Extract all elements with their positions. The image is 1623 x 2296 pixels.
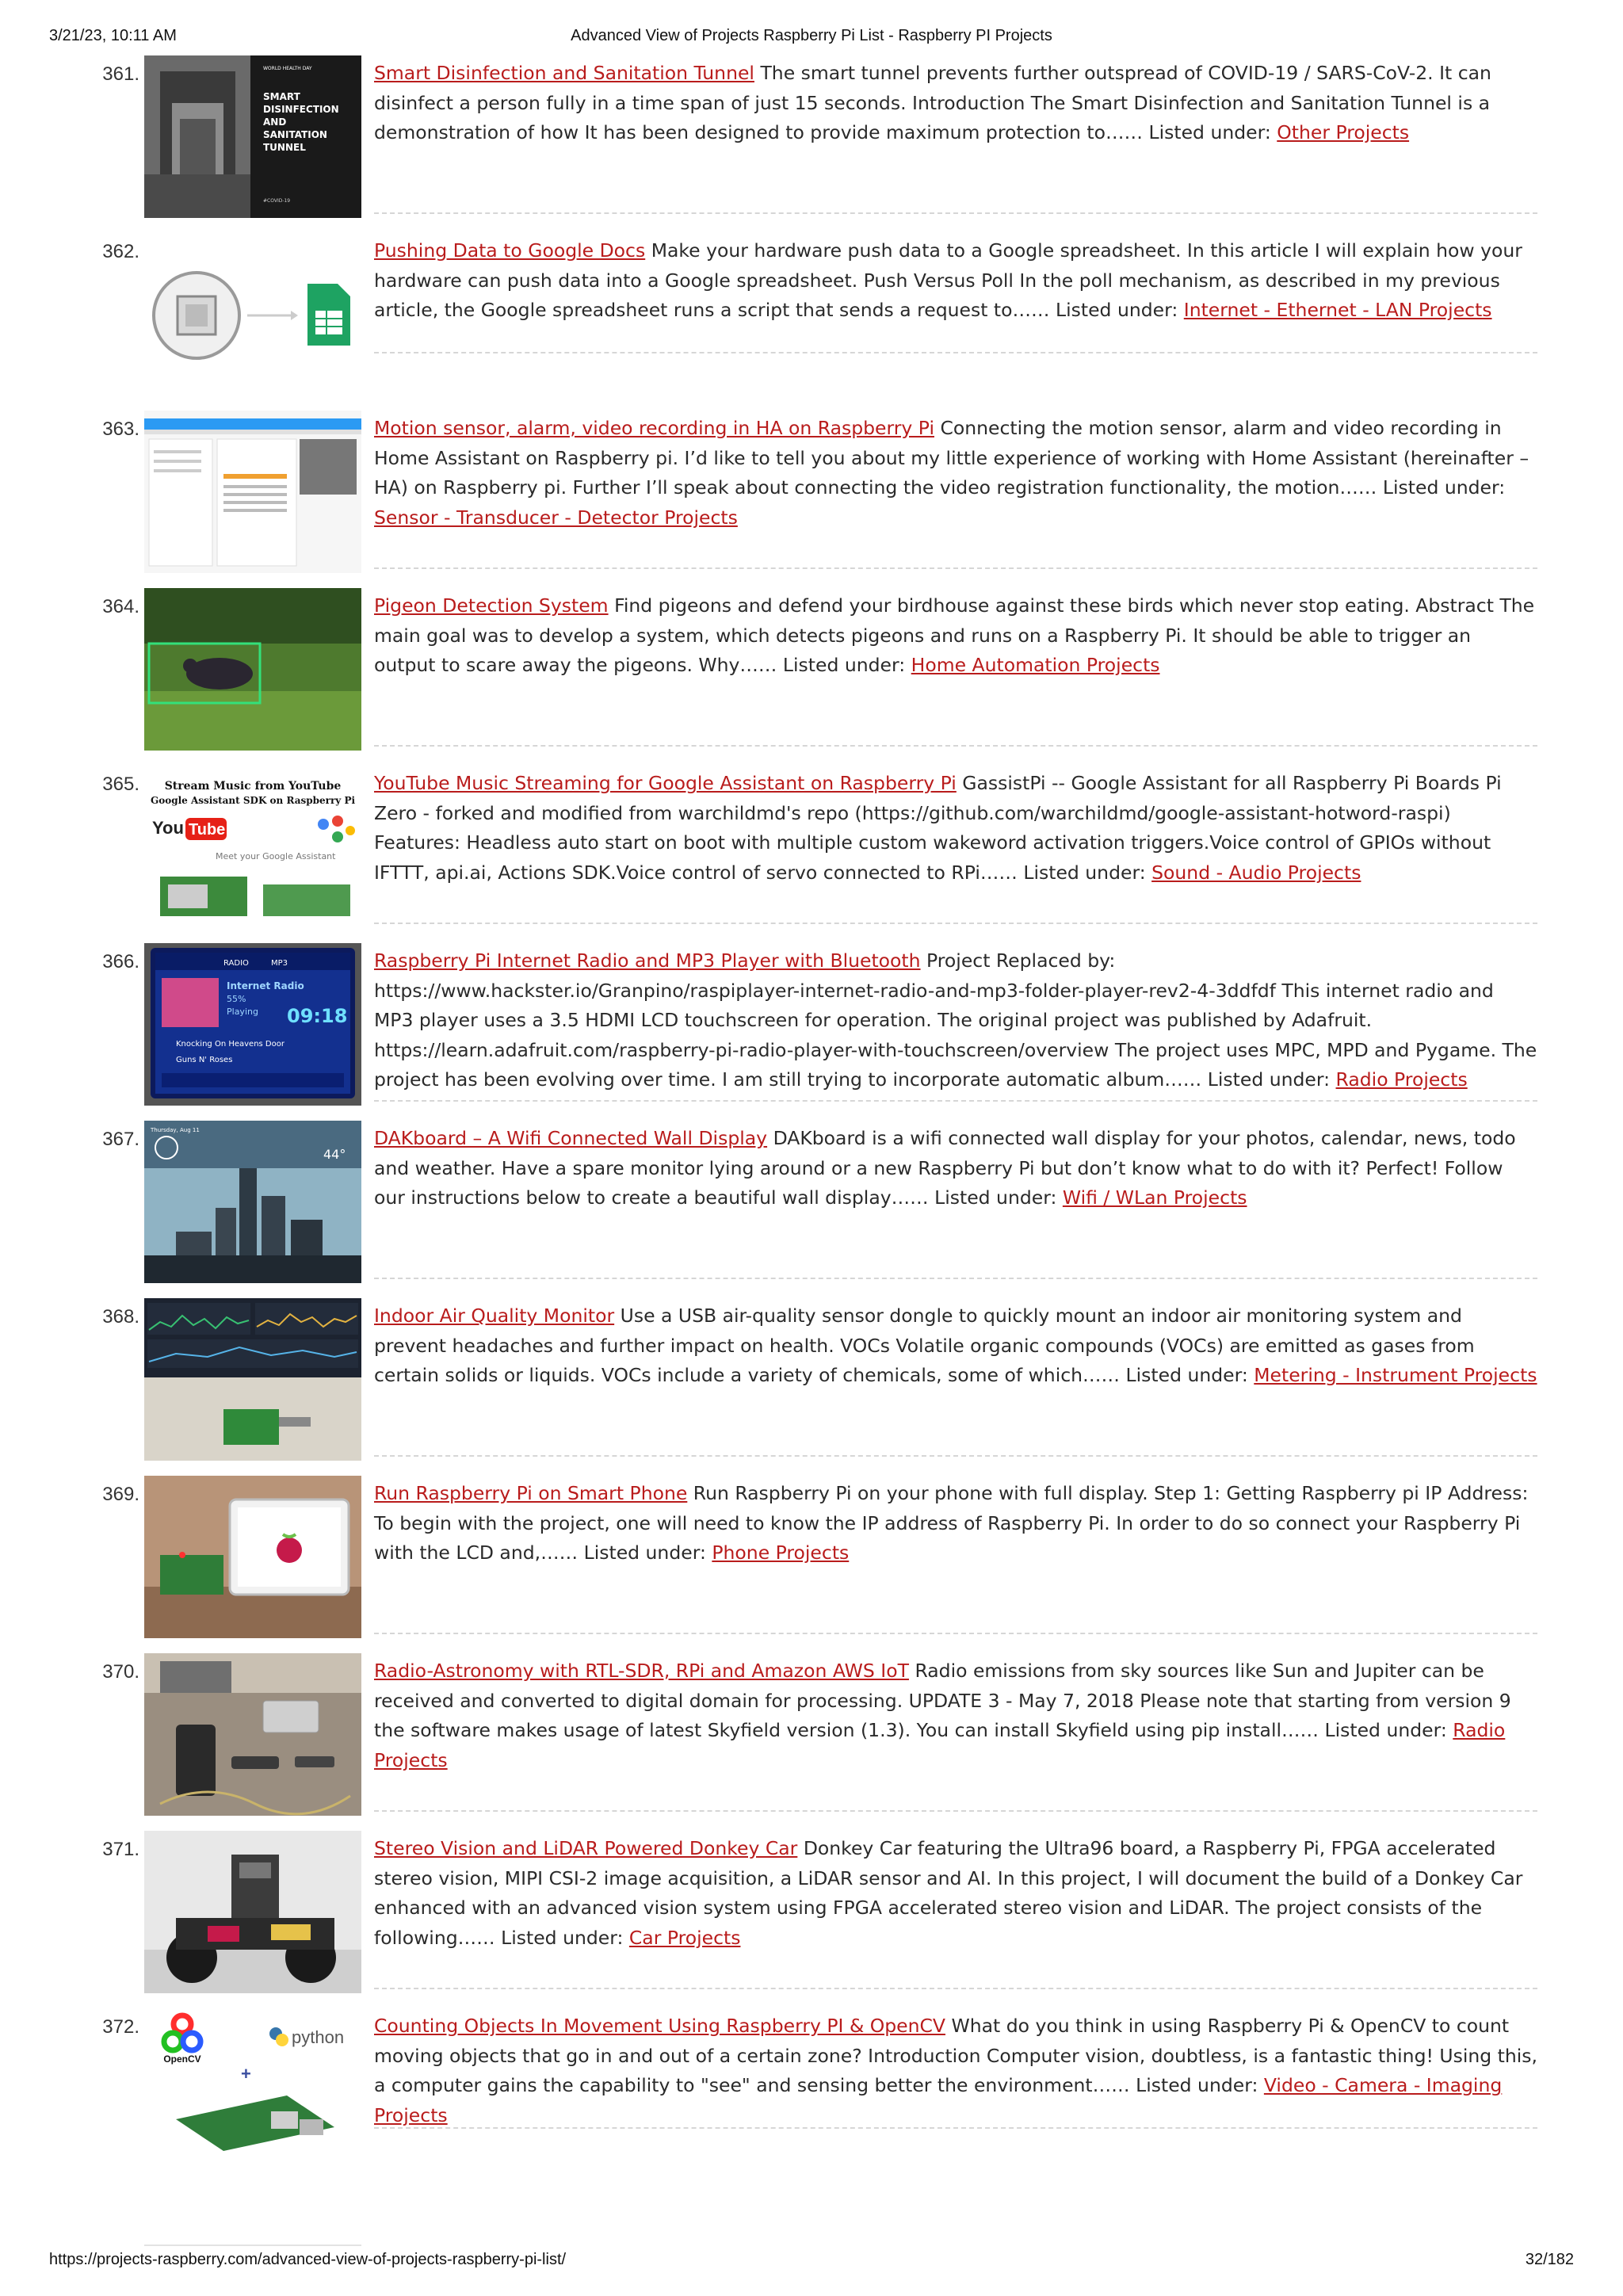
project-thumbnail[interactable]: [144, 55, 361, 218]
svg-text:Google Assistant SDK on Raspbe: Google Assistant SDK on Raspberry Pi: [150, 795, 356, 806]
listed-under-label: Listed under:: [1056, 299, 1178, 321]
phone-raspberry-photo: [144, 1476, 361, 1638]
svg-text:python: python: [292, 2027, 345, 2047]
project-summary: Find pigeons and defend your birdhouse against these birds which never stop eating. Abstract The main goal was to develop a system, which detects pigeons and runs on a Raspberry Pi. It should be able to trigger an output to scare away the pigeons. Why……: [374, 594, 1535, 676]
entry-separator: [374, 1988, 1537, 1989]
entry-number: 370.: [102, 1661, 139, 1683]
project-summary: Radio emissions from sky sources like Sun and Jupiter can be received and converted to digital domain for processing. UPDATE 3 - May 7, 2018 Please note that starting from version 9 the software makes usage of latest Skyfield version (1.3). You can install Skyfield using pip install……: [374, 1660, 1511, 1741]
category-link[interactable]: Video - Camera - Imaging Projects: [374, 2074, 1503, 2126]
svg-text:OpenCV: OpenCV: [163, 2053, 201, 2065]
project-title-link[interactable]: Pushing Data to Google Docs: [374, 239, 646, 262]
project-entry: [79, 766, 1537, 943]
listed-under-label: Listed under:: [782, 654, 906, 676]
entry-separator: [374, 1810, 1537, 1812]
project-thumbnail[interactable]: [144, 1121, 361, 1283]
donkey-car-photo: [144, 1831, 361, 1993]
radio-player-screen: [144, 943, 361, 1106]
air-quality-dashboard: [144, 1298, 361, 1461]
category-link[interactable]: Metering - Instrument Projects: [1254, 1364, 1537, 1386]
category-link[interactable]: Car Projects: [628, 1926, 741, 1949]
project-thumbnail[interactable]: [144, 1653, 361, 1816]
project-title-link[interactable]: Run Raspberry Pi on Smart Phone: [374, 1482, 688, 1504]
project-summary: The smart tunnel prevents further outspread of COVID-19 / SARS-CoV-2. It can disinfect a person fully in a time span of just 15 seconds. Introduction The Smart Disinfection and Sanitation Tunnel is a demonstration of how It has been designed to provide maximum protection to……: [374, 62, 1491, 143]
svg-text:Playing: Playing: [227, 1007, 258, 1017]
entry-number: 369.: [102, 1484, 139, 1505]
project-summary: What do you think in using Raspberry Pi & OpenCV to count moving objects that go in and out of a certain zone? Introduction Computer vision, doubtless, is a fantastic thing! Using this, a computer gains the capability to "see" and sensing better the environment……: [374, 2015, 1537, 2096]
project-title-link[interactable]: Counting Objects In Movement Using Raspberry PI & OpenCV: [374, 2015, 945, 2037]
project-summary: Project Replaced by: https://www.hackster.io/Granpino/raspiplayer-internet-radio-and-mp3-folder-player-rev2-4-3ddfdf This internet radio and MP3 player uses a 3.5 HDMI LCD touchscreen for operation. The original project was published by Adafruit. https://learn.adafruit.com/raspberry-pi-radio-player-with-touchscreen/overview The project uses MPC, MPD and Pygame. The project has been evolving over time. I am still trying to incorporate automatic album……: [374, 949, 1537, 1091]
project-thumbnail[interactable]: [144, 943, 361, 1106]
project-thumbnail[interactable]: [144, 2008, 361, 2171]
project-title-link[interactable]: Motion sensor, alarm, video recording in HA on Raspberry Pi: [374, 417, 934, 439]
category-link[interactable]: Internet - Ethernet - LAN Projects: [1183, 299, 1492, 321]
project-thumbnail[interactable]: [144, 233, 361, 395]
project-summary: GassistPi -- Google Assistant for all Raspberry Pi Boards Pi Zero - forked and modified from warchildmd's repo (https://github.com/warchildmd/google-assistant-hotword-raspi) Features: Headless auto start on boot with multiple custom wakeword activation triggers.Voice control of GPIOs without IFTTT, api.ai, Actions SDK.Voice control of servo connected to RPi……: [374, 772, 1502, 884]
dakboard-city-display: [144, 1121, 361, 1283]
project-entry: [79, 1831, 1537, 2008]
project-title-link[interactable]: Pigeon Detection System: [374, 594, 609, 617]
svg-text:+: +: [241, 2064, 251, 2084]
project-entry: [79, 943, 1537, 1121]
category-link[interactable]: Radio Projects: [1335, 1068, 1468, 1091]
project-entry: [79, 1476, 1537, 1653]
entry-number: 368.: [102, 1306, 139, 1328]
svg-text:Tube: Tube: [189, 821, 226, 839]
entry-description: [374, 59, 1537, 148]
project-thumbnail[interactable]: [144, 1476, 361, 1638]
listed-under-label: Listed under:: [1125, 1364, 1248, 1386]
print-datetime: 3/21/23, 10:11 AM: [49, 27, 177, 44]
page-title: Advanced View of Projects Raspberry Pi List - Raspberry PI Projects: [571, 27, 1052, 44]
project-entry: [79, 588, 1537, 766]
listed-under-label: Listed under:: [1136, 2074, 1258, 2096]
project-thumbnail[interactable]: [144, 766, 361, 928]
page-footer: [49, 2251, 1574, 2270]
listed-under-label: Listed under:: [1207, 1068, 1331, 1091]
project-title-link[interactable]: Indoor Air Quality Monitor: [374, 1305, 615, 1327]
thumbnail-separator: [144, 2244, 361, 2246]
opencv-python-pi-image: [144, 2008, 361, 2171]
listed-under-label: Listed under:: [1324, 1719, 1447, 1741]
category-link[interactable]: Phone Projects: [712, 1541, 850, 1564]
project-title-link[interactable]: Stereo Vision and LiDAR Powered Donkey Car: [374, 1837, 798, 1859]
svg-text:TUNNEL: TUNNEL: [263, 142, 306, 153]
entry-separator: [374, 923, 1537, 924]
svg-text:Thursday, Aug 11: Thursday, Aug 11: [151, 1127, 200, 1133]
project-title-link[interactable]: Radio-Astronomy with RTL-SDR, RPi and Amazon AWS IoT: [374, 1660, 909, 1682]
page-header: [49, 27, 1574, 46]
entry-separator: [374, 2127, 1537, 2129]
category-link[interactable]: Radio Projects: [374, 1719, 1506, 1771]
svg-text:MP3: MP3: [271, 959, 288, 968]
svg-text:WORLD HEALTH DAY: WORLD HEALTH DAY: [263, 66, 312, 71]
home-assistant-screenshot: [144, 411, 361, 573]
entry-description: [374, 591, 1537, 681]
project-thumbnail[interactable]: [144, 588, 361, 751]
category-link[interactable]: Home Automation Projects: [911, 654, 1160, 676]
project-title-link[interactable]: Raspberry Pi Internet Radio and MP3 Player with Bluetooth: [374, 949, 921, 972]
project-entry: [79, 1653, 1537, 1831]
tunnel-image: [144, 55, 361, 218]
svg-text:AND: AND: [263, 117, 287, 128]
entry-number: 361.: [102, 63, 139, 85]
project-summary: Run Raspberry Pi on your phone with full display. Step 1: Getting Raspberry pi IP Address: To begin with the project, one will need to know the IP address of Raspberry Pi. In order to do so connect your Raspberry Pi with the LCD and,……: [374, 1482, 1529, 1564]
svg-text:DISINFECTION: DISINFECTION: [263, 104, 339, 115]
svg-text:RADIO: RADIO: [223, 959, 249, 968]
entry-description: [374, 1124, 1537, 1213]
entry-description: [374, 2011, 1537, 2130]
entry-description: [374, 1479, 1537, 1568]
project-thumbnail[interactable]: [144, 1298, 361, 1461]
listed-under-label: Listed under:: [934, 1186, 1057, 1209]
svg-text:Guns N' Roses: Guns N' Roses: [176, 1056, 233, 1064]
svg-text:44°: 44°: [323, 1147, 346, 1162]
listed-under-label: Listed under:: [583, 1541, 706, 1564]
svg-text:Meet your Google Assistant: Meet your Google Assistant: [216, 851, 336, 861]
project-title-link[interactable]: DAKboard – A Wifi Connected Wall Display: [374, 1127, 768, 1149]
listed-under-label: Listed under:: [1148, 121, 1271, 143]
project-entry: [79, 1298, 1537, 1476]
page-number: 32/182: [1525, 2251, 1574, 2268]
entry-description: [374, 1301, 1537, 1391]
entry-description: [374, 1834, 1537, 1953]
project-summary: Connecting the motion sensor, alarm and video recording in Home Assistant on Raspberry pi. I’d like to tell you about my little experience of working with Home Assistant (hereinafter – HA) on Raspberry pi. Further I’ll speak about connecting the video registration functionality, the motion……: [374, 417, 1529, 499]
chip-to-sheets-image: [144, 233, 361, 395]
entry-separator: [374, 212, 1537, 214]
project-entry: [79, 1121, 1537, 1298]
svg-text:Knocking On Heavens Door: Knocking On Heavens Door: [176, 1040, 285, 1049]
youtube-assistant-image: [144, 766, 361, 928]
entry-number: 363.: [102, 418, 139, 440]
svg-text:09:18: 09:18: [287, 1005, 348, 1027]
listed-under-label: Listed under:: [1382, 476, 1506, 499]
project-summary: Make your hardware push data to a Google spreadsheet. In this article I will explain how your hardware can push data into a Google spreadsheet. Push Versus Poll In the poll mechanism, as described in my previous article, the Google spreadsheet runs a script that sends a request to……: [374, 239, 1522, 321]
category-link[interactable]: Sensor - Transducer - Detector Projects: [374, 506, 738, 529]
page-url: https://projects-raspberry.com/advanced-view-of-projects-raspberry-pi-list/: [49, 2251, 567, 2268]
svg-text:55%: 55%: [227, 994, 246, 1004]
project-summary: DAKboard is a wifi connected wall display for your photos, calendar, news, todo and weather. Have a spare monitor lying around or a new Raspberry Pi but don’t know what to do with it? Perfect! Follow our instructions below to create a beautiful wall display……: [374, 1127, 1516, 1209]
entry-number: 367.: [102, 1129, 139, 1150]
project-summary: Use a USB air-quality sensor dongle to quickly mount an indoor air monitoring system and prevent headaches and further impact on health. VOCs Volatile organic compounds (VOCs) are emitted as gases from certain solids or liquids. VOCs include a variety of chemicals, some of which……: [374, 1305, 1475, 1386]
entry-separator: [374, 1633, 1537, 1634]
category-link[interactable]: Wifi / WLan Projects: [1062, 1186, 1247, 1209]
entry-number: 362.: [102, 241, 139, 262]
entry-number: 366.: [102, 951, 139, 972]
category-link[interactable]: Other Projects: [1277, 121, 1410, 143]
entry-number: 365.: [102, 774, 139, 795]
svg-text:Internet Radio: Internet Radio: [227, 980, 304, 991]
entry-number: 371.: [102, 1839, 139, 1860]
listed-under-label: Listed under:: [501, 1926, 624, 1949]
project-thumbnail[interactable]: [144, 411, 361, 573]
entry-number: 372.: [102, 2016, 139, 2038]
project-entry: [79, 2008, 1537, 2186]
entry-separator: [374, 567, 1537, 569]
svg-text:You: You: [152, 818, 184, 838]
entry-description: [374, 414, 1537, 533]
listed-under-label: Listed under:: [1023, 861, 1146, 884]
entry-separator: [374, 745, 1537, 747]
pigeon-photo: [144, 588, 361, 751]
entry-number: 364.: [102, 596, 139, 617]
entry-description: [374, 236, 1537, 326]
entry-separator: [374, 1455, 1537, 1457]
entry-separator: [374, 1278, 1537, 1279]
project-summary: Donkey Car featuring the Ultra96 board, a Raspberry Pi, FPGA accelerated stereo vision, MIPI CSI-2 image acquisition, a LiDAR sensor and AI. In this project, I will document the build of a Donkey Car enhanced with an advanced vision system using FPGA accelerated stereo vision and LiDAR. The project consists of the following……: [374, 1837, 1523, 1949]
project-entry: [79, 55, 1537, 233]
category-link[interactable]: Sound - Audio Projects: [1151, 861, 1361, 884]
project-title-link[interactable]: Smart Disinfection and Sanitation Tunnel: [374, 62, 754, 84]
entry-description: [374, 946, 1537, 1095]
svg-text:Stream Music from YouTube: Stream Music from YouTube: [164, 780, 342, 793]
rtl-sdr-hardware-photo: [144, 1653, 361, 1816]
svg-text:#COVID-19: #COVID-19: [263, 198, 291, 204]
project-thumbnail[interactable]: [144, 1831, 361, 1993]
project-title-link[interactable]: YouTube Music Streaming for Google Assistant on Raspberry Pi: [374, 772, 957, 794]
project-entry: [79, 411, 1537, 588]
entry-description: [374, 769, 1537, 888]
entry-description: [374, 1656, 1537, 1775]
project-entry: [79, 233, 1537, 411]
entry-separator: [374, 352, 1537, 353]
svg-text:SMART: SMART: [263, 91, 300, 102]
svg-text:SANITATION: SANITATION: [263, 129, 327, 140]
entry-separator: [374, 1100, 1537, 1102]
